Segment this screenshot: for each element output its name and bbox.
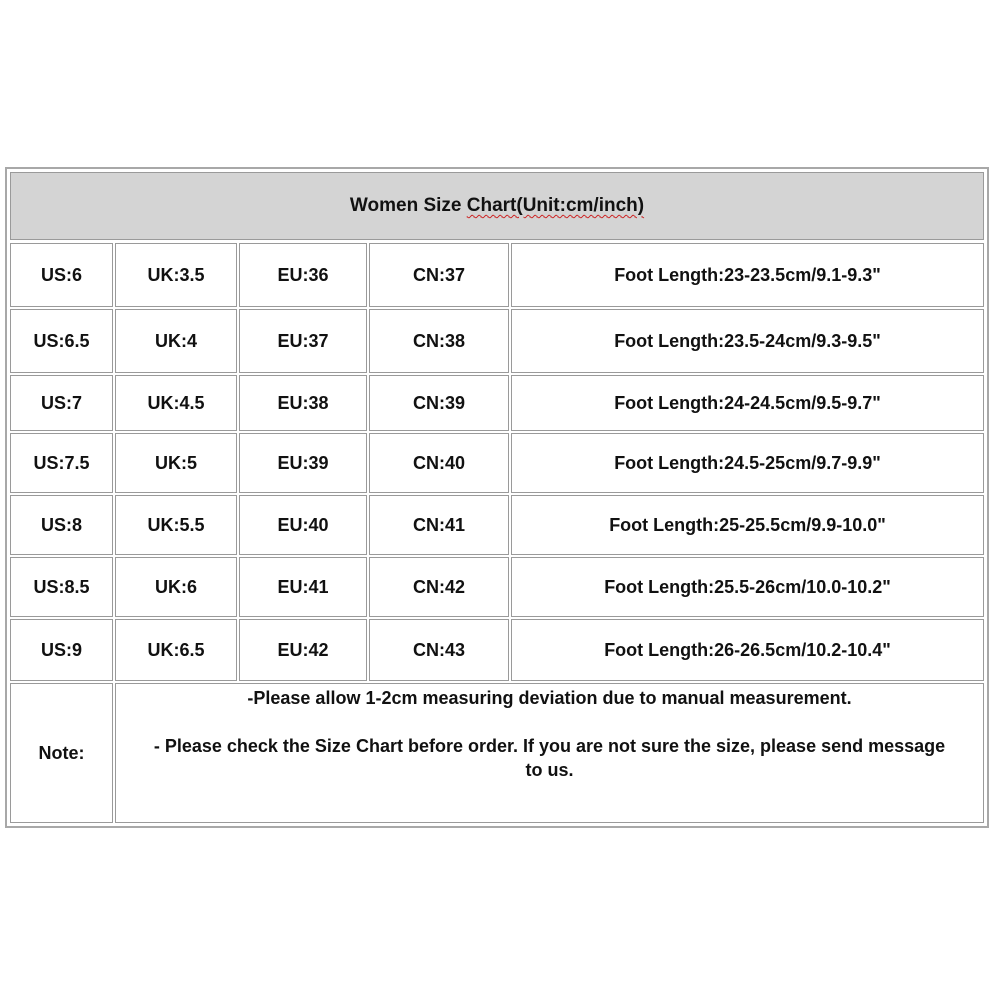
foot-length-cell: Foot Length:24.5-25cm/9.7-9.9"	[511, 433, 984, 493]
size-chart-table	[5, 167, 989, 828]
cn-size-cell: CN:41	[369, 495, 509, 555]
foot-length-cell: Foot Length:25-25.5cm/9.9-10.0"	[511, 495, 984, 555]
title-prefix: Women Size	[349, 195, 467, 216]
uk-size-cell: UK:4.5	[115, 375, 237, 431]
cn-size-cell: CN:37	[369, 243, 509, 307]
us-size-cell: US:6.5	[10, 309, 113, 373]
us-size-cell: US:8.5	[10, 557, 113, 617]
foot-length-cell: Foot Length:24-24.5cm/9.5-9.7"	[511, 375, 984, 431]
uk-size-cell: UK:5.5	[115, 495, 237, 555]
cn-size-cell: CN:39	[369, 375, 509, 431]
note-line-2: - Please check the Size Chart before order. If you are not sure the size, please send message	[153, 736, 946, 756]
uk-size-cell: UK:6.5	[115, 619, 237, 681]
note-text	[115, 683, 984, 823]
eu-size-cell: EU:41	[239, 557, 367, 617]
uk-size-cell: UK:3.5	[115, 243, 237, 307]
foot-length-cell: Foot Length:23.5-24cm/9.3-9.5"	[511, 309, 984, 373]
cn-size-cell: CN:42	[369, 557, 509, 617]
note-line-3: to us.	[525, 760, 574, 780]
uk-size-cell: UK:5	[115, 433, 237, 493]
us-size-cell: US:7.5	[10, 433, 113, 493]
eu-size-cell: EU:38	[239, 375, 367, 431]
title-underlined-text: Chart(Unit:cm/inch)	[466, 195, 645, 216]
uk-size-cell: UK:6	[115, 557, 237, 617]
foot-length-cell: Foot Length:25.5-26cm/10.0-10.2"	[511, 557, 984, 617]
uk-size-cell: UK:4	[115, 309, 237, 373]
table-title	[10, 172, 984, 240]
note-line-1: -Please allow 1-2cm measuring deviation due to manual measurement.	[247, 688, 852, 708]
us-size-cell: US:8	[10, 495, 113, 555]
us-size-cell: US:6	[10, 243, 113, 307]
cn-size-cell: CN:38	[369, 309, 509, 373]
eu-size-cell: EU:37	[239, 309, 367, 373]
us-size-cell: US:9	[10, 619, 113, 681]
note-label: Note:	[10, 683, 113, 823]
foot-length-cell: Foot Length:26-26.5cm/10.2-10.4"	[511, 619, 984, 681]
eu-size-cell: EU:39	[239, 433, 367, 493]
eu-size-cell: EU:42	[239, 619, 367, 681]
eu-size-cell: EU:40	[239, 495, 367, 555]
cn-size-cell: CN:40	[369, 433, 509, 493]
us-size-cell: US:7	[10, 375, 113, 431]
cn-size-cell: CN:43	[369, 619, 509, 681]
eu-size-cell: EU:36	[239, 243, 367, 307]
foot-length-cell: Foot Length:23-23.5cm/9.1-9.3"	[511, 243, 984, 307]
